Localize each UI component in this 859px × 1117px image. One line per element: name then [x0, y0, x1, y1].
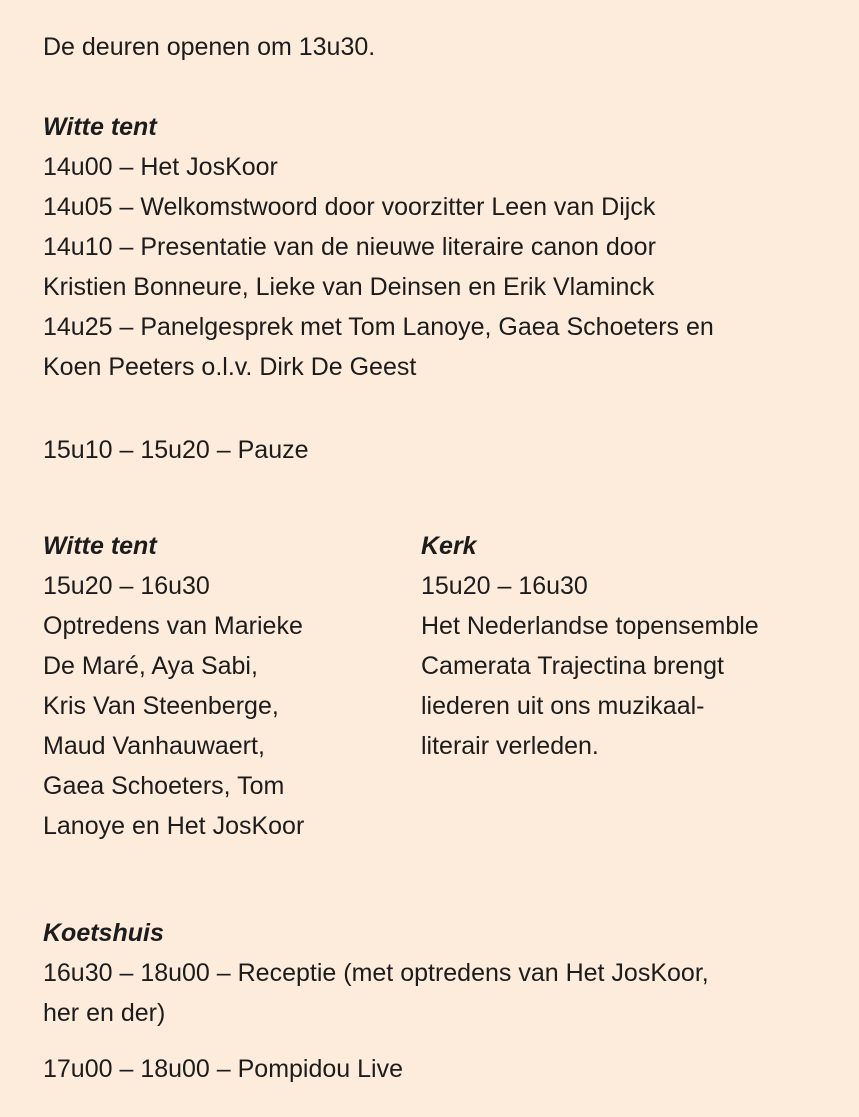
column-line: De Maré, Aya Sabi, — [43, 652, 258, 680]
column-line: Maud Vanhauwaert, — [43, 732, 265, 760]
pause-text: 15u10 – 15u20 – Pauze — [43, 436, 309, 464]
column-line: Kris Van Steenberge, — [43, 692, 279, 720]
section-heading: Witte tent — [43, 113, 157, 141]
column-line: 15u20 – 16u30 — [43, 572, 210, 600]
kerk-column — [421, 526, 841, 766]
column-line: Lanoye en Het JosKoor — [43, 812, 305, 840]
schedule-line: Koen Peeters o.l.v. Dirk De Geest — [43, 353, 417, 381]
schedule-line: 14u25 – Panelgesprek met Tom Lanoye, Gaea Schoeters en — [43, 313, 714, 341]
column-line: liederen uit ons muzikaal- — [421, 692, 705, 720]
schedule-line: 14u00 – Het JosKoor — [43, 153, 278, 181]
column-line: Gaea Schoeters, Tom — [43, 772, 285, 800]
column-heading: Kerk — [421, 532, 477, 560]
schedule-line: her en der) — [43, 999, 166, 1027]
intro-block — [43, 27, 375, 67]
pause-block — [43, 430, 309, 470]
doors-open-text: De deuren openen om 13u30. — [43, 33, 376, 61]
schedule-line: 14u10 – Presentatie van de nieuwe literaire canon door — [43, 233, 656, 261]
section-heading: Koetshuis — [43, 919, 164, 947]
schedule-line: 16u30 – 18u00 – Receptie (met optredens van Het JosKoor, — [43, 959, 709, 987]
column-line: Optredens van Marieke — [43, 612, 303, 640]
schedule-line: Kristien Bonneure, Lieke van Deinsen en Erik Vlaminck — [43, 273, 655, 301]
witte-tent-section-1 — [43, 107, 714, 387]
witte-tent-column — [43, 526, 383, 846]
schedule-line: 14u05 – Welkomstwoord door voorzitter Leen van Dijck — [43, 193, 656, 221]
column-line: literair verleden. — [421, 732, 599, 760]
final-block — [43, 1049, 403, 1089]
column-line: 15u20 – 16u30 — [421, 572, 588, 600]
koetshuis-section — [43, 913, 709, 1033]
column-heading: Witte tent — [43, 532, 157, 560]
column-line: Het Nederlandse topensemble — [421, 612, 759, 640]
pompidou-live-text: 17u00 – 18u00 – Pompidou Live — [43, 1055, 404, 1083]
column-line: Camerata Trajectina brengt — [421, 652, 724, 680]
